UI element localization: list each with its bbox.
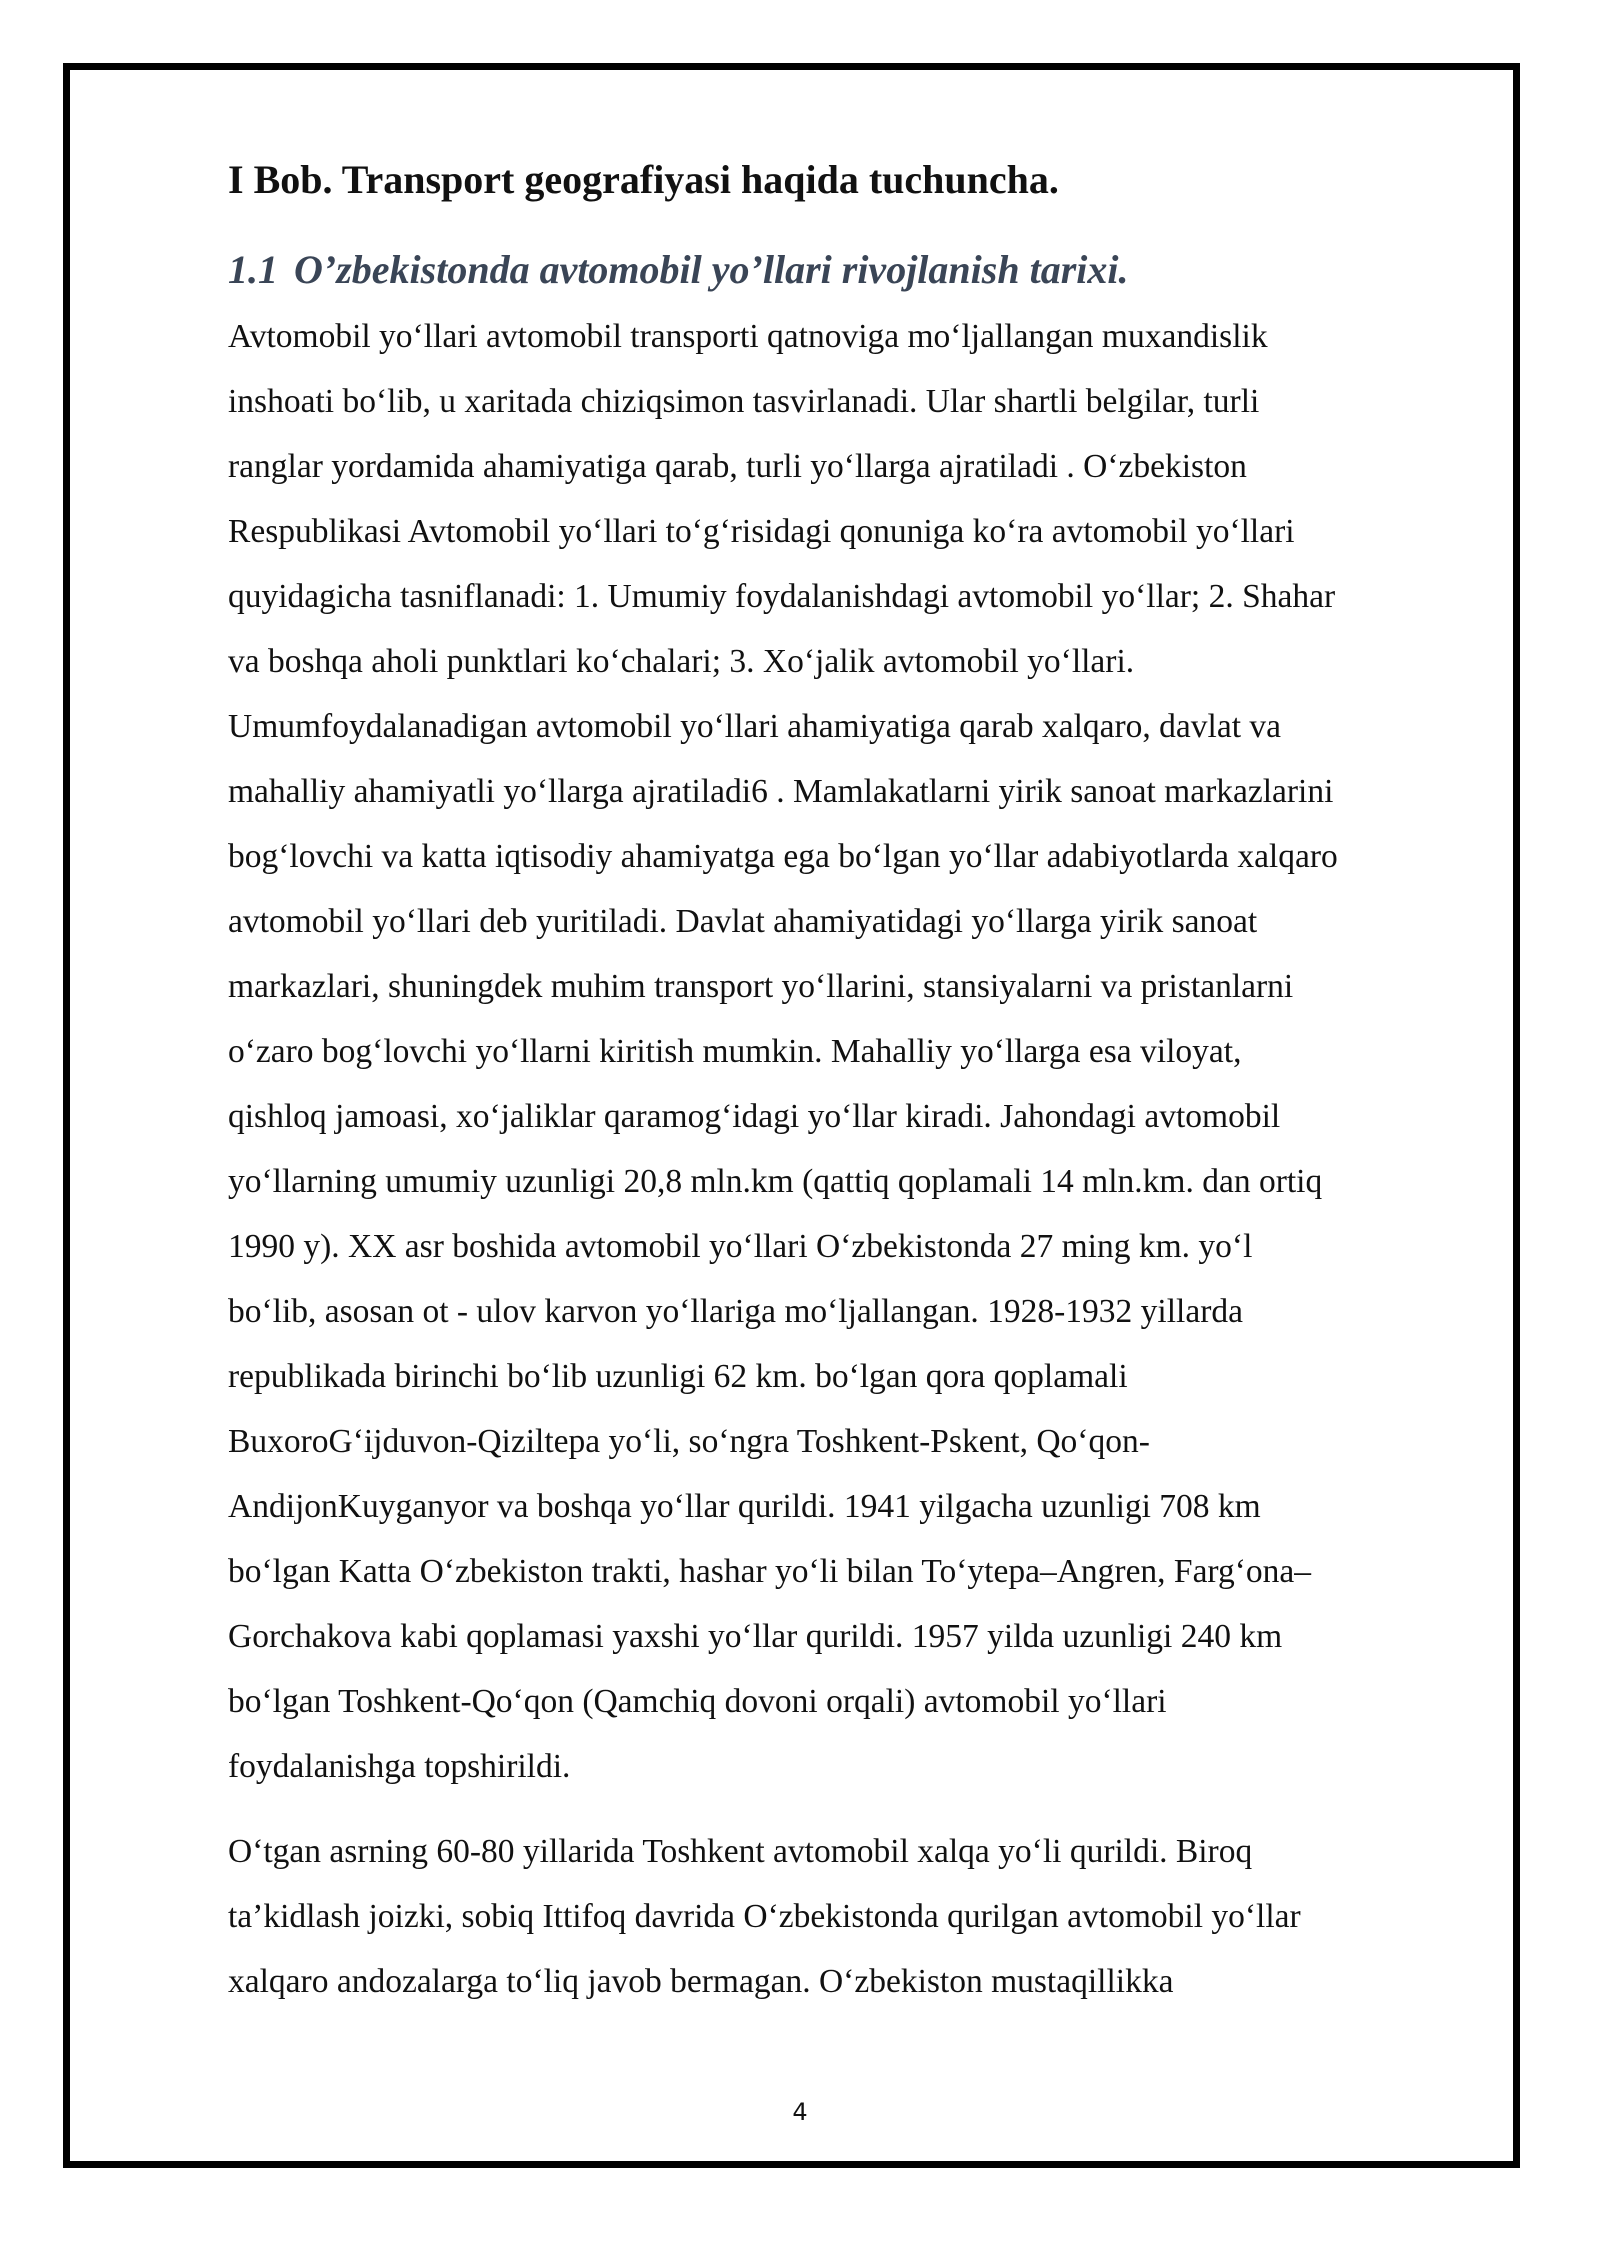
text-line: yo‘llarning umumiy uzunligi 20,8 mln.km (qattiq qoplamali 14 mln.km. dan ortiq: [228, 1163, 1323, 1200]
paragraph-1: [228, 304, 1478, 1799]
text-line: Respublikasi Avtomobil yo‘llari to‘g‘risidagi qonuniga ko‘ra avtomobil yo‘llari: [228, 513, 1295, 550]
text-line: Umumfoydalanadigan avtomobil yo‘llari ahamiyatiga qarab xalqaro, davlat va: [228, 708, 1282, 745]
text-line: AndijonKuyganyor va boshqa yo‘llar qurildi. 1941 yilgacha uzunligi 708 km: [228, 1488, 1261, 1525]
page-number: 4: [792, 2098, 808, 2126]
paragraph-2: [228, 1819, 1478, 2014]
text-line: foydalanishga topshirildi.: [228, 1748, 571, 1785]
document-body: [228, 150, 1478, 2014]
text-line: BuxoroG‘ijduvon-Qiziltepa yo‘li, so‘ngra Toshkent-Pskent, Qo‘qon-: [228, 1423, 1150, 1460]
text-line: xalqaro andozalarga to‘liq javob bermagan. O‘zbekiston mustaqillikka: [228, 1963, 1174, 2000]
text-line: ranglar yordamida ahamiyatiga qarab, turli yo‘llarga ajratiladi . O‘zbekiston: [228, 448, 1247, 485]
section-number: 1.1: [228, 247, 278, 292]
text-line: ta’kidlash joizki, sobiq Ittifoq davrida O‘zbekistonda qurilgan avtomobil yo‘llar: [228, 1898, 1301, 1935]
text-line: markazlari, shuningdek muhim transport yo‘llarini, stansiyalarni va pristanlarni: [228, 968, 1294, 1005]
chapter-title: I Bob. Transport geografiyasi haqida tuchuncha.: [228, 157, 1059, 202]
text-line: 1990 y). XX asr boshida avtomobil yo‘llari O‘zbekistonda 27 ming km. yo‘l: [228, 1228, 1253, 1265]
text-line: republikada birinchi bo‘lib uzunligi 62 km. bo‘lgan qora qoplamali: [228, 1358, 1128, 1395]
text-line: bo‘lib, asosan ot - ulov karvon yo‘llariga mo‘ljallangan. 1928-1932 yillarda: [228, 1293, 1243, 1330]
text-line: bog‘lovchi va katta iqtisodiy ahamiyatga ega bo‘lgan yo‘llar adabiyotlarda xalqaro: [228, 838, 1338, 875]
text-line: O‘tgan asrning 60-80 yillarida Toshkent avtomobil xalqa yo‘li qurildi. Biroq: [228, 1833, 1253, 1870]
text-line: va boshqa aholi punktlari ko‘chalari; 3. Xo‘jalik avtomobil yo‘llari.: [228, 643, 1135, 680]
text-line: bo‘lgan Toshkent-Qo‘qon (Qamchiq dovoni orqali) avtomobil yo‘llari: [228, 1683, 1167, 1720]
text-line: Gorchakova kabi qoplamasi yaxshi yo‘llar qurildi. 1957 yilda uzunligi 240 km: [228, 1618, 1283, 1655]
text-line: Avtomobil yo‘llari avtomobil transporti qatnoviga mo‘ljallangan muxandislik: [228, 318, 1268, 355]
text-line: avtomobil yo‘llari deb yuritiladi. Davlat ahamiyatidagi yo‘llarga yirik sanoat: [228, 903, 1258, 940]
text-line: mahalliy ahamiyatli yo‘llarga ajratiladi6 . Mamlakatlarni yirik sanoat markazlarini: [228, 773, 1334, 810]
text-line: quyidagicha tasniflanadi: 1. Umumiy foydalanishdagi avtomobil yo‘llar; 2. Shahar: [228, 578, 1336, 615]
section-heading: [228, 240, 1478, 300]
section-title: O’zbekistonda avtomobil yo’llari rivojlanish tarixi.: [294, 247, 1129, 292]
text-line: bo‘lgan Katta O‘zbekiston trakti, hashar yo‘li bilan To‘ytepa–Angren, Farg‘ona–: [228, 1553, 1312, 1590]
text-line: o‘zaro bog‘lovchi yo‘llarni kiritish mumkin. Mahalliy yo‘llarga esa viloyat,: [228, 1033, 1242, 1070]
text-line: qishloq jamoasi, xo‘jaliklar qaramog‘idagi yo‘llar kiradi. Jahondagi avtomobil: [228, 1098, 1281, 1135]
text-line: inshoati bo‘lib, u xaritada chiziqsimon tasvirlanadi. Ular shartli belgilar, turli: [228, 383, 1260, 420]
